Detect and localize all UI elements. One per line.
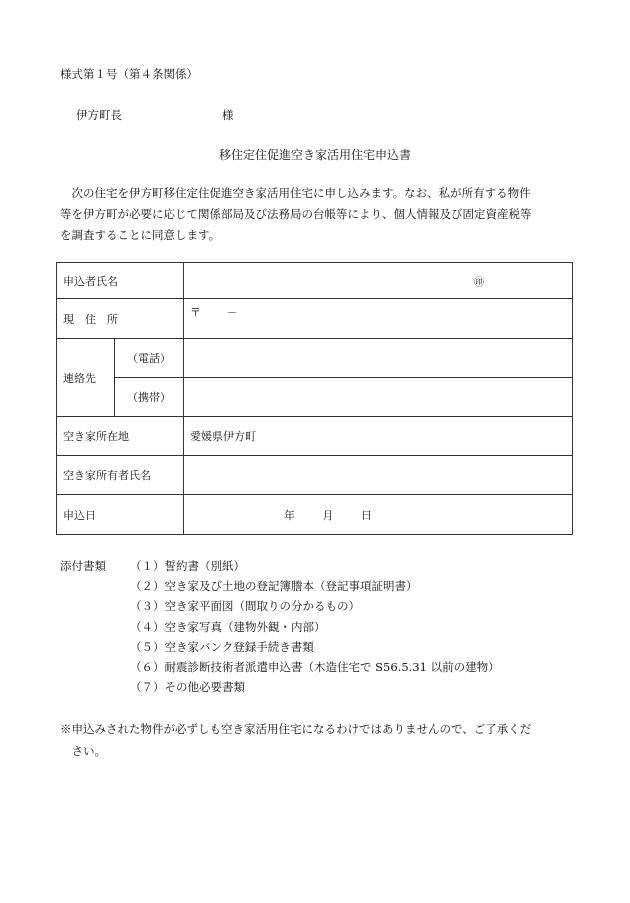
address-label: 現 住 所 <box>57 299 184 339</box>
attachments-label: 添付書類 <box>60 559 106 573</box>
day-label: 日 <box>361 508 372 522</box>
document-title: 移住定住促進空き家活用住宅申込書 <box>218 148 411 162</box>
note-line: ※申込みされた物件が必ずしも空き家活用住宅になるわけではありませんので、ご了承くだ <box>60 722 532 736</box>
addressee-honorific: 様 <box>222 108 234 122</box>
month-label: 月 <box>322 508 334 522</box>
form-number: 様式第１号（第４条関係） <box>60 67 198 81</box>
property-location-field[interactable]: 愛媛県伊方町 <box>184 417 573 456</box>
intro-line: 次の住宅を伊方町移住定住促進空き家活用住宅に申し込みます。なお、私が所有する物件 <box>60 186 531 200</box>
date-label: 申込日 <box>57 495 184 535</box>
property-location-label: 空き家所在地 <box>57 417 184 456</box>
mobile-field[interactable] <box>184 378 573 417</box>
year-label: 年 <box>284 508 295 522</box>
attachment-item: （７）その他必要書類 <box>130 680 245 695</box>
table-row <box>57 339 573 378</box>
seal-mark: ㊞ <box>474 277 484 288</box>
table-row <box>57 263 573 299</box>
mobile-label: （携帯） <box>115 378 184 417</box>
table-row <box>57 299 573 339</box>
attachment-item: （４）空き家写真（建物外観・内部） <box>130 619 326 634</box>
intro-paragraph <box>60 183 575 246</box>
table-row <box>57 495 573 535</box>
table-row <box>57 417 573 456</box>
applicant-name-field[interactable] <box>184 263 573 299</box>
postal-mark: 〒 <box>190 306 201 319</box>
application-form-table <box>56 262 573 535</box>
attachment-item: （５）空き家バンク登録手続き書類 <box>130 639 314 654</box>
attachment-item: （２）空き家及び土地の登記簿謄本（登記事項証明書） <box>130 579 418 594</box>
attachment-item: （６）耐震診断技術者派遣申込書（木造住宅で S56.5.31 以前の建物） <box>130 659 500 674</box>
note-line: さい。 <box>60 744 106 758</box>
attachments-section <box>60 556 500 697</box>
postal-dash: － <box>226 306 238 319</box>
intro-line: 等を伊方町が必要に応じて関係部局及び法務局の台帳等により、個人情報及び固定資産税等 <box>60 207 532 221</box>
attachment-item: （３）空き家平面図（間取りの分かるもの） <box>130 599 360 614</box>
applicant-name-label: 申込者氏名 <box>57 263 184 299</box>
table-row <box>57 456 573 495</box>
note-text <box>60 718 575 762</box>
addressee-name: 伊方町長 <box>76 108 122 122</box>
phone-label: （電話） <box>115 339 184 378</box>
attachment-item: （１）誓約書（別紙） <box>130 559 245 573</box>
intro-line: を調査することに同意します。 <box>60 228 221 242</box>
owner-name-field[interactable] <box>184 456 573 495</box>
address-field[interactable] <box>184 299 573 339</box>
table-row <box>57 378 573 417</box>
owner-name-label: 空き家所有者氏名 <box>57 456 184 495</box>
application-date-field[interactable] <box>184 495 573 535</box>
phone-field[interactable] <box>184 339 573 378</box>
contact-label: 連絡先 <box>57 339 115 417</box>
attachment-row <box>60 556 500 576</box>
